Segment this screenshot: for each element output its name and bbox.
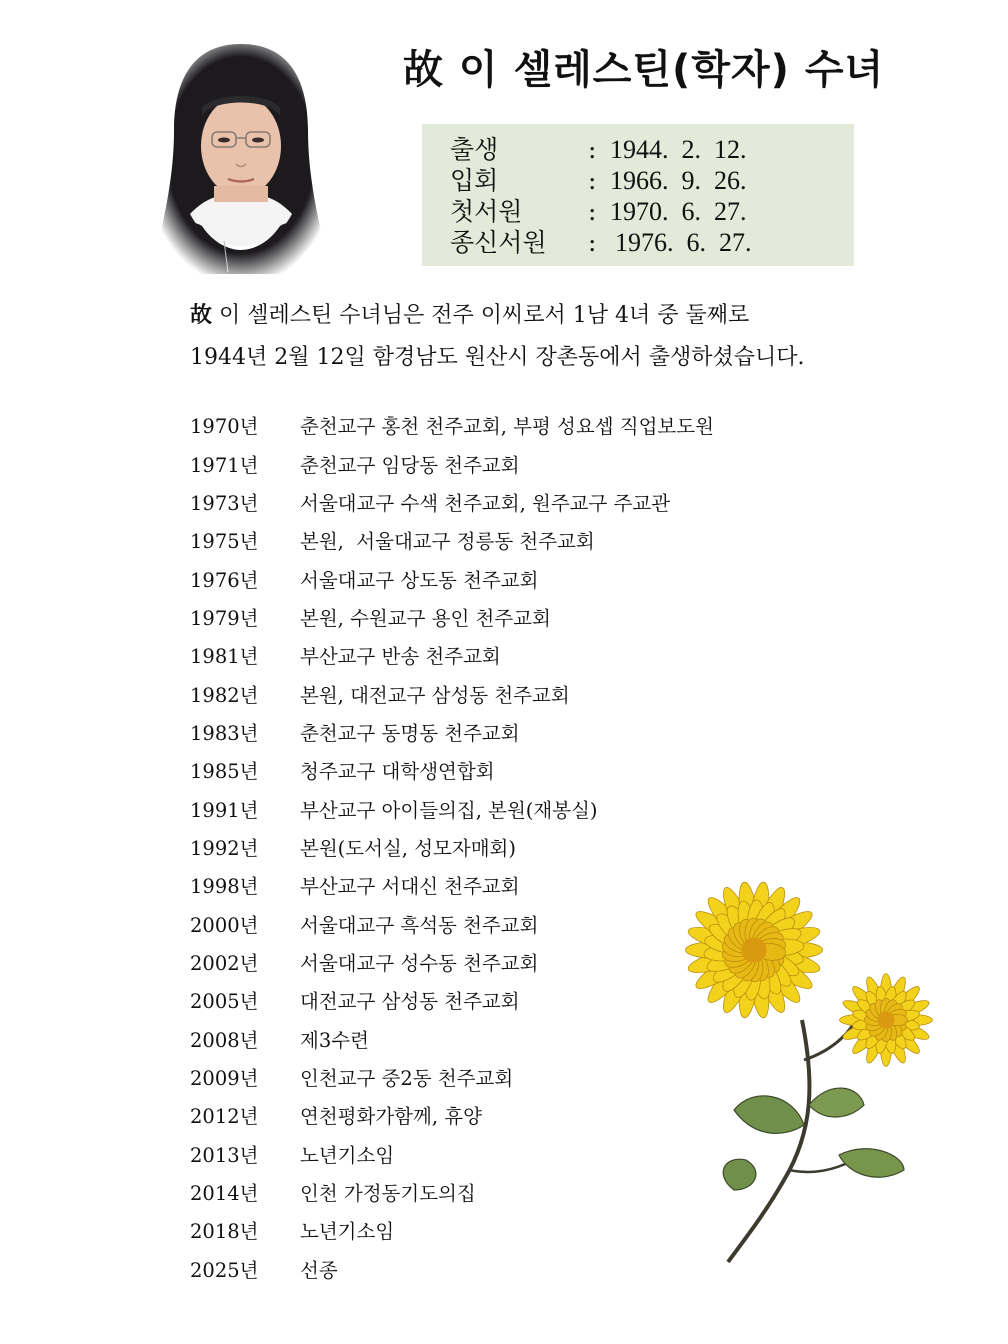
timeline-year: 2005년 [190,990,259,1014]
timeline-entry: 인천 가정동기도의집 [300,1182,476,1206]
info-row-final-vows [450,227,850,259]
timeline-row [190,521,810,559]
timeline-year: 1991년 [190,798,259,822]
info-label: 출생 [450,135,499,164]
timeline-row [190,406,810,444]
timeline-year: 2013년 [190,1143,259,1167]
timeline-entry: 서울대교구 수색 천주교회, 원주교구 주교관 [300,491,671,515]
timeline-entry: 부산교구 서대신 천주교회 [300,875,520,899]
timeline-entry: 부산교구 반송 천주교회 [300,645,501,669]
timeline-year: 1985년 [190,760,259,784]
info-row-first-vows [450,196,850,228]
timeline-year: 2002년 [190,951,259,975]
timeline-year: 1992년 [190,836,259,860]
timeline-row [190,636,810,674]
timeline-row [190,483,810,521]
info-label: 입회 [450,166,499,195]
info-value: 1976. 6. 27. [615,228,752,257]
intro-line-2: 1944년 2월 12일 함경남도 원산시 장촌동에서 출생하셨습니다. [190,345,805,370]
timeline-year: 2000년 [190,913,259,937]
timeline-year: 2018년 [190,1220,259,1244]
timeline-entry: 부산교구 아이들의집, 본원(재봉실) [300,798,598,822]
timeline-row [190,674,810,712]
portrait-photo [152,36,330,274]
info-colon: : [588,197,597,226]
timeline-entry: 연천평화가함께, 휴양 [300,1105,482,1129]
timeline-year: 2012년 [190,1105,259,1129]
info-colon: : [588,135,597,164]
timeline-year: 1981년 [190,645,259,669]
timeline-entry: 춘천교구 홍천 천주교회, 부평 성요셉 직업보도원 [300,415,714,439]
info-label: 종신서원 [450,228,547,257]
timeline-year: 1973년 [190,491,259,515]
timeline-entry: 인천교구 중2동 천주교회 [300,1067,514,1091]
timeline-year: 1982년 [190,683,259,707]
timeline-entry: 춘천교구 임당동 천주교회 [300,453,520,477]
timeline-year: 1998년 [190,875,259,899]
info-colon: : [588,228,597,257]
timeline-entry: 본원, 대전교구 삼성동 천주교회 [300,683,570,707]
info-value: 1970. 6. 27. [610,197,747,226]
timeline-entry: 춘천교구 동명동 천주교회 [300,721,520,745]
timeline-entry: 노년기소임 [300,1220,395,1244]
timeline-entry: 서울대교구 성수동 천주교회 [300,951,539,975]
timeline-year: 2025년 [190,1258,259,1282]
timeline-entry: 노년기소임 [300,1143,395,1167]
timeline-year: 2008년 [190,1028,259,1052]
timeline-row [190,751,810,789]
timeline-entry: 청주교구 대학생연합회 [300,760,495,784]
timeline-year: 2014년 [190,1182,259,1206]
intro-hanja: 故 [190,302,213,328]
info-row-entry [450,165,850,197]
timeline-entry: 제3수련 [300,1028,369,1052]
timeline-row [190,598,810,636]
intro-line-1-text: 이 셀레스틴 수녀님은 전주 이씨로서 1남 4녀 중 둘째로 [212,303,750,328]
vital-dates-box [422,124,854,266]
intro-line-1 [190,294,890,337]
flower-center [877,1011,894,1028]
flower-center [741,937,766,962]
info-label: 첫서원 [450,197,523,226]
timeline-entry: 본원, 서울대교구 정릉동 천주교회 [300,530,595,554]
timeline-row [190,444,810,482]
timeline-row [190,789,810,827]
timeline-row [190,559,810,597]
timeline-entry: 서울대교구 흑석동 천주교회 [300,913,539,937]
timeline-year: 1971년 [190,453,259,477]
page-title: 故 이 셀레스틴(학자) 수녀 [403,47,885,93]
timeline-entry: 본원, 수원교구 용인 천주교회 [300,606,551,630]
timeline-row [190,828,810,866]
timeline-year: 1975년 [190,530,259,554]
info-colon: : [588,166,597,195]
timeline-entry: 서울대교구 상도동 천주교회 [300,568,539,592]
intro-paragraph [190,294,890,379]
info-value: 1966. 9. 26. [610,166,747,195]
timeline-row [190,713,810,751]
info-row-birth [450,134,850,166]
info-value: 1944. 2. 12. [610,135,747,164]
timeline-year: 1983년 [190,721,259,745]
chrysanthemum-illustration [664,870,964,1270]
timeline-year: 1979년 [190,606,259,630]
timeline-entry: 대전교구 삼성동 천주교회 [300,990,520,1014]
timeline-year: 1970년 [190,415,259,439]
timeline-entry: 선종 [300,1258,338,1282]
timeline-entry: 본원(도서실, 성모자매회) [300,836,516,860]
timeline-year: 2009년 [190,1067,259,1091]
timeline-year: 1976년 [190,568,259,592]
